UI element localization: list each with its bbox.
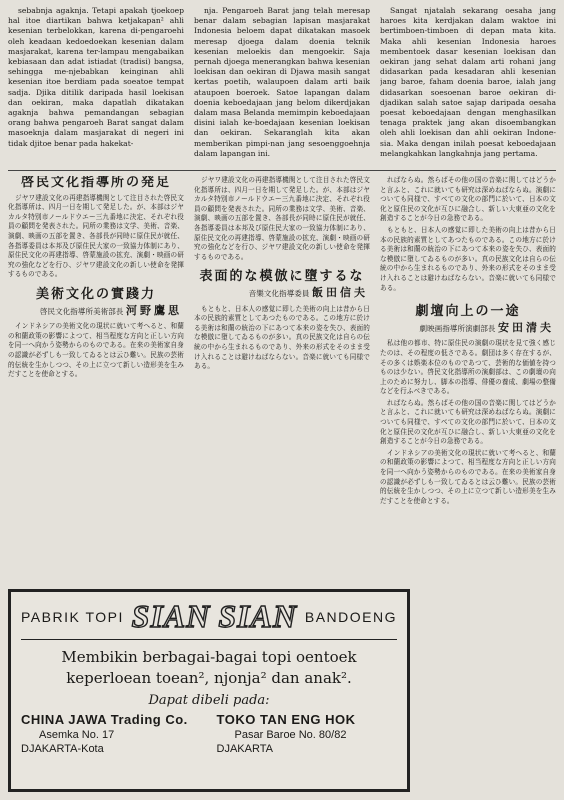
ad-subheading: Dapat dibeli pada: xyxy=(148,693,270,708)
indonesian-article xyxy=(8,6,556,166)
shop-address-2: TOKO TAN ENG HOK Pasar Baroe No. 80/82 DJAKARTA xyxy=(216,712,356,755)
byline: 音樂文化指導委員 飯田信夫 xyxy=(248,285,368,299)
japanese-column-1: 啓民文化指導所の発足 ジヤワ建設文化の再建指導機関として注目された啓民文化指導所は、四月一日を期して発足した。が、本部はジヤカルタ特別市ノールドウエー三九番地に決定、それぞれ役員の顧問を発表された。同所の業務は文学、美術、音楽、演劇、映画の五部を置き、各部長が同時に原住民が就任、各指導委員は本邦及び原住民大家の一致協力体制にあり、原住民文化の再建指導、啓蒙施設の拡充、演劇・映画の研究の強化などを行ひ、ジヤワ建設文化の新しい使命を発揮するものである。 美術文化の實踐力 啓民文化指導所美術部長 河野鷹思 インドネシアの美術文化の現状に就いて考へると、和蘭の和蘭政策の影響によつて、相当程度な方向と正しい方向を同一へ向かう姿勢からのものである。在来の美術家自身の認識が必ずしも一致してゐるとは云ひ難い。民族の芸術的伝統を生かしつつ、その上に立つて新しい造形美を生みだすことを使命とする。 xyxy=(8,176,184,379)
article-heading: 表面的な模倣に墮するな xyxy=(199,269,365,285)
ad-line-1: Membikin berbagai-bagai topi oentoek xyxy=(61,648,357,666)
article-heading: 劇壇向上の一途 xyxy=(415,304,521,320)
ad-line-2: keperloean toean², njonja² dan anak². xyxy=(66,669,352,687)
ad-header xyxy=(21,598,397,635)
article-heading: 美術文化の實踐力 xyxy=(35,286,156,302)
indonesian-column-2: nja. Pengaroeh Barat jang telah meresap benar dalam sebagian lapisan masjarakat Indonesia beloem dapat dikatakan masoek meresap djoega dalam doenia teknik kesenian meloekis dan mengoekir. Saja pernah djoega menerangkan bahwa kesenian loekisan dan oekiran di Djawa masih sangat kertas poetih, walaupoen dalam arti baik ataupoen boeroek. Satoe lapangan dalam doenia keboedajaan jang belom dikerdjakan dalam masa Belanda memimpin keboedajaan disini ialah ke-boedajaan kesenian loekisan dan oekiran. Sekaranglah kita akan memberikan pimpi-nan jang sesoenggoehnja dalam lapangan ini. xyxy=(194,6,370,158)
ad-left-label: PABRIK TOPI xyxy=(21,608,124,625)
hat-factory-advertisement xyxy=(8,589,410,792)
japanese-articles xyxy=(8,176,556,594)
section-divider xyxy=(8,170,556,171)
indonesian-column-3: Sangat njatalah sekarang oesaha jang haroes kita kerdjakan dalam waktoe ini bertimboen-timboen di depan mata kita. Maka ahli kesenian Indonesia haroes membentoek dasar kesenian loekisan dan oekiran jang sehat dalam arti rohani jang didasarkan pada kesadaran ahli kesenian jang baroe, faham doenia baroe, ialah jang didasarkan soesoenan baroe oekiran di-djadikan salah satoe sajap daripada oesaha poesat keboedajaan dengan menghasilkan tenaga praktek jang akan disoembangkan oleh ahli loekisan dan ahli oekiran Indone-sia. Maka dengan inilah poesat keboedajaan melangkahkan langkahnja jang pertama. xyxy=(380,6,556,158)
indonesian-column-1: sebabnja agaknja. Tetapi apakah tjoekoep hal itoe diartikan bahwa ketjakapan² ahli kesenian terbelokkan, karena di-pengaroehi oleh keadaan kedoedoekan kesenian dalam masjarakat, karena ter-lampau mengabaikan kebiasaan dan adat istiadat (tradisi) bangsa, sehingga me-njebabkan keinginan ahli kesenian itoe berdiam pada soeatoe tempat sadja. Djika ditilik daripada hasil loekisan dan oekiran, maka dapatlah dikatakan agaknja bahwa pemandangan sebagian orang bahwa pengaroeh Barat sangat dalam masoeknja dalam masjarakat di negeri ini tidak djitoe benar pada hakekat- xyxy=(8,6,184,148)
shop-address-1: CHINA JAWA Trading Co. Asemka No. 17 DJAKARTA-Kota xyxy=(21,712,188,755)
ad-addresses xyxy=(21,712,397,755)
ad-brand-logo: SIAN SIAN xyxy=(131,598,298,634)
article-heading: 啓民文化指導所の発足 xyxy=(20,176,171,190)
ad-right-label: BANDOENG xyxy=(304,608,397,625)
ad-rule xyxy=(21,639,397,640)
japanese-column-3: ればならぬ。然らばその他の国の音楽に関してはどうかと言ふと、これに就いても研究は深めねばならぬ。演劇についても同様で、すべての文化の部門に於いて、日本の文化と原住民の文化が互ひに融合し、新しい大東亜の文化を創造することが今日の急務である。 もともと、日本人の感覚に即した美術の向上は昔から日本の民族的素質としてあつたものである。この地方に於ける美術は和蘭の統治の下にあつて本来の姿を失ひ、表面的な模倣に墮してゐるものが多い。真の民族文化は自らの伝統の中から生まれるものであり、外来の形式をそのまま受け入れることは避けねばならない。音楽に就いても同様である。 劇壇向上の一途 劇映画指導所演劇部長 安田清夫 私は他の都市、特に原住民の演劇の現状を見て強く感じたのは、その程度の低さである。劇団は多く存在するが、その多くは娯楽本位のものであつて、芸術的な価値を持つものは少ない。啓民文化指導所の演劇部は、この劇壇の向上のために努力し、脚本の指導、俳優の養成、劇場の整備などを行ふべきである。 ればならぬ。然らばその他の国の音楽に関してはどうかと言ふと、これに就いても研究は深めねばならぬ。演劇についても同様で、すべての文化の部門に於いて、日本の文化と原住民の文化が互ひに融合し、新しい大東亜の文化を創造することが今日の急務である。 インドネシアの美術文化の現状に就いて考へると、和蘭の和蘭政策の影響によつて、相当程度な方向と正しい方向を同一へ向かう姿勢からのものである。在来の美術家自身の認識が必ずしも一致してゐるとは云ひ難い。民族の芸術的伝統を生かしつつ、その上に立つて新しい造形美を生みだすことを使命とする。 xyxy=(380,176,556,505)
byline: 啓民文化指導所美術部長 河野鷹思 xyxy=(39,303,182,317)
japanese-column-2: ジヤワ建設文化の再建指導機関として注目された啓民文化指導所は、四月一日を期して発足した。が、本部はジヤカルタ特別市ノールドウエー三九番地に決定、それぞれ役員の顧問を発表された。同所の業務は文学、美術、音楽、演劇、映画の五部を置き、各部長が同時に原住民が就任、各指導委員は本邦及び原住民大家の一致協力体制にあり、原住民文化の再建指導、啓蒙施設の拡充、演劇・映画の研究の強化などを行ひ、ジヤワ建設文化の新しい使命を発揮するものである。 表面的な模倣に墮するな 音樂文化指導委員 飯田信夫 もともと、日本人の感覚に即した美術の向上は昔から日本の民族的素質としてあつたものである。この地方に於ける美術は和蘭の統治の下にあつて本来の姿を失ひ、表面的な模倣に墮してゐるものが多い。真の民族文化は自らの伝統の中から生まれるものであり、外来の形式をそのまま受け入れることは避けねばならない。音楽に就いても同様である。 xyxy=(194,176,370,371)
byline: 劇映画指導所演劇部長 安田清夫 xyxy=(419,320,554,334)
